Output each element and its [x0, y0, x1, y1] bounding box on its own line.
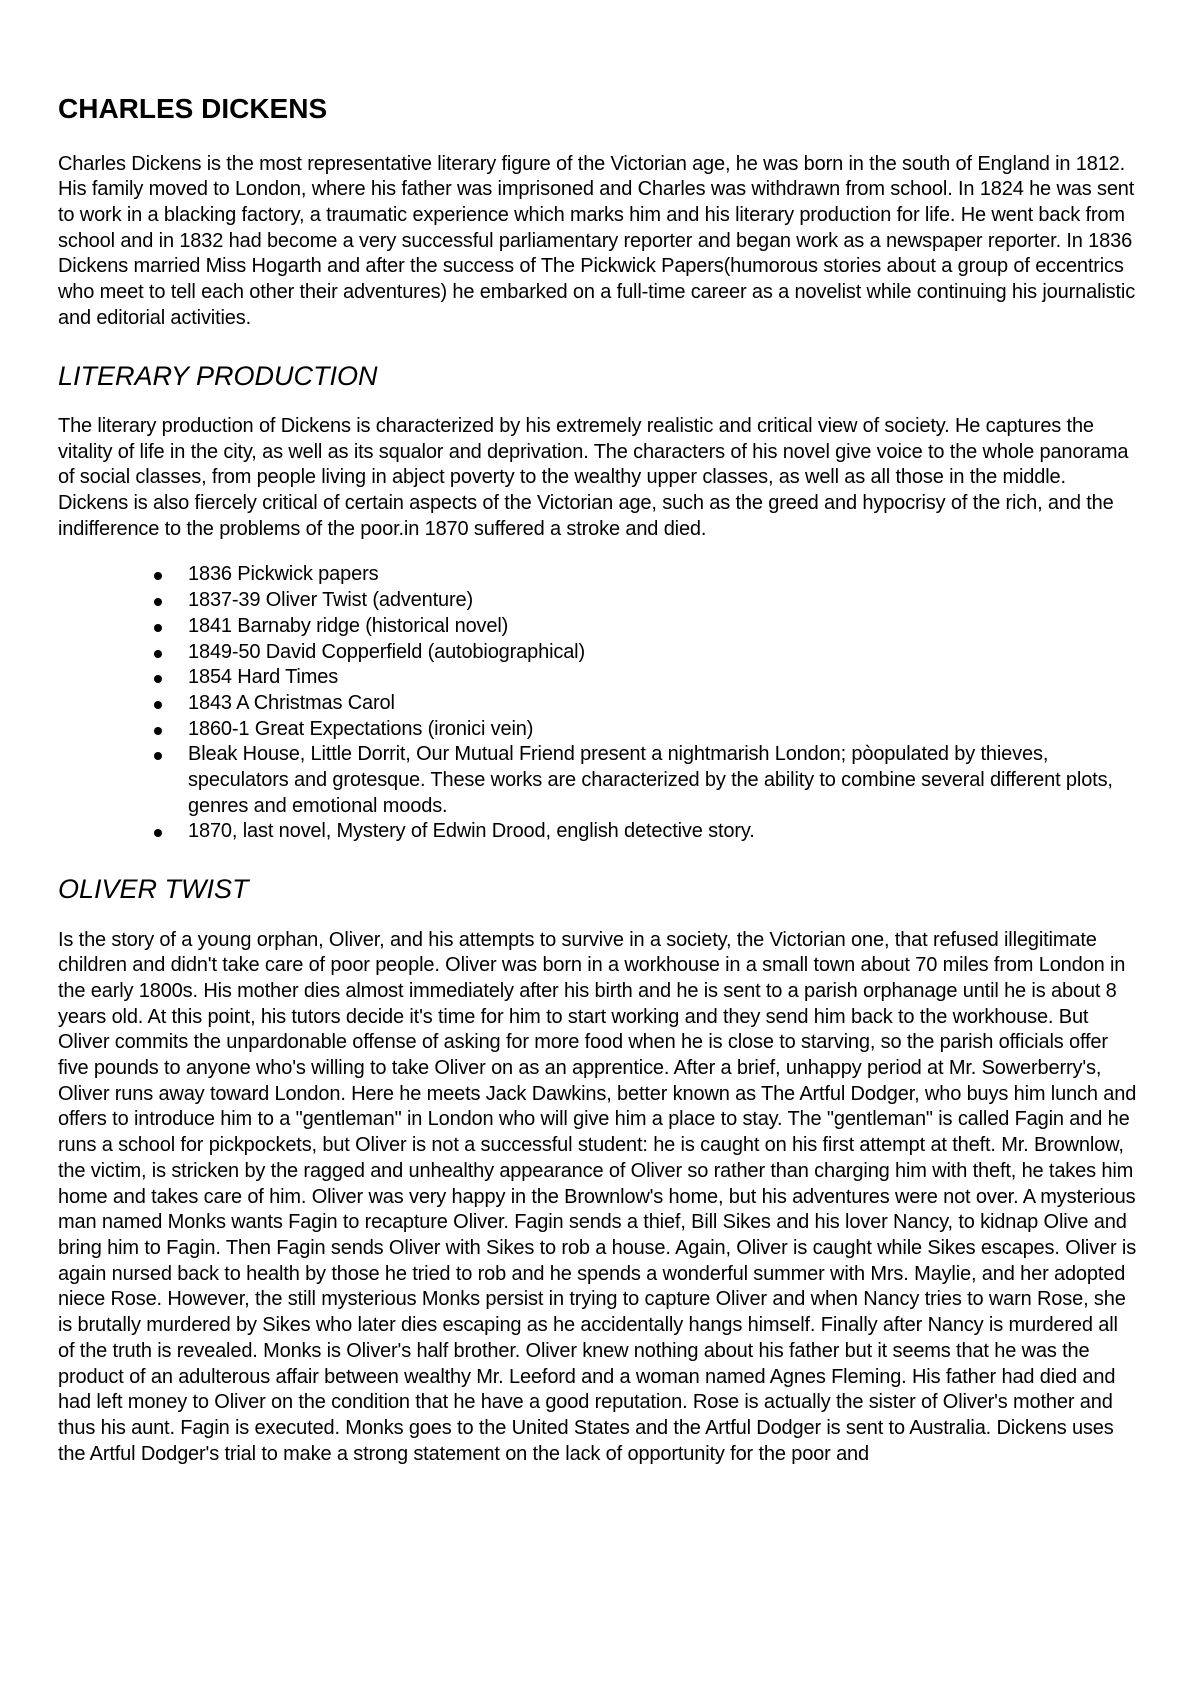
bullet-icon — [154, 624, 162, 632]
literary-production-paragraph: The literary production of Dickens is characterized by his extremely realistic and critical view of society. He captures the vitality of life in the city, as well as its squalor and deprivation. The characters of his novel give voice to the whole panorama of social classes, from people living in abject poverty to the wealthy upper classes, as well as all those in the middle. Dickens is also fiercely critical of certain aspects of the Victorian age, such as the greed and hypocrisy of the rich, and the indifference to the problems of the poor.in 1870 suffered a stroke and died. — [58, 414, 1129, 540]
bullet-icon — [154, 829, 162, 837]
document-page — [58, 92, 1138, 1467]
document-title: CHARLES DICKENS — [58, 93, 328, 124]
bullet-icon — [154, 701, 162, 709]
list-item — [188, 614, 1138, 640]
list-item — [188, 665, 1138, 691]
list-item — [188, 588, 1138, 614]
works-list — [58, 562, 1138, 845]
bullet-icon — [154, 752, 162, 760]
bullet-icon — [154, 727, 162, 735]
list-item-text: 1849-50 David Copperfield (autobiographical) — [188, 640, 585, 663]
intro-paragraph: Charles Dickens is the most representative literary figure of the Victorian age, he was born in the south of England in 1812. His family moved to London, where his father was imprisoned and Charles was withdrawn from school. In 1824 he was sent to work in a blacking factory, a traumatic experience which marks him and his literary production for life. He went back from school and in 1832 had become a very successful parliamentary reporter and began work as a newspaper reporter. In 1836 Dickens married Miss Hogarth and after the success of The Pickwick Papers(humorous stories about a group of eccentrics who meet to tell each other their adventures) he embarked on a full-time career as a novelist while continuing his journalistic and editorial activities. — [58, 152, 1136, 329]
bullet-icon — [154, 675, 162, 683]
bullet-icon — [154, 598, 162, 606]
list-item-text: 1870, last novel, Mystery of Edwin Drood, english detective story. — [188, 820, 755, 843]
list-item — [188, 691, 1138, 717]
list-item — [188, 640, 1138, 666]
list-item — [188, 717, 1138, 743]
list-item — [188, 742, 1138, 819]
oliver-twist-heading: OLIVER TWIST — [58, 874, 249, 905]
list-item-text: 1854 Hard Times — [188, 666, 339, 689]
literary-production-heading: LITERARY PRODUCTION — [58, 360, 378, 391]
list-item-text: 1860-1 Great Expectations (ironici vein) — [188, 717, 534, 740]
list-item-text: 1843 A Christmas Carol — [188, 691, 395, 714]
list-item-text: Bleak House, Little Dorrit, Our Mutual Friend present a nightmarish London; pòopulated by thieves, speculators and grotesque. These works are characterized by the ability to combine several different plots, genres and emotional moods. — [188, 743, 1113, 817]
bullet-icon — [154, 650, 162, 658]
list-item — [188, 562, 1138, 588]
list-item — [188, 819, 1138, 845]
list-item-text: 1836 Pickwick papers — [188, 563, 379, 586]
list-item-text: 1841 Barnaby ridge (historical novel) — [188, 614, 509, 637]
list-item-text: 1837-39 Oliver Twist (adventure) — [188, 589, 473, 612]
oliver-twist-paragraph: Is the story of a young orphan, Oliver, and his attempts to survive in a society, the Victorian one, that refused illegitimate children and didn't take care of poor people. Oliver was born in a workhouse in a small town about 70 miles from London in the early 1800s. His mother dies almost immediately after his birth and he is sent to a parish orphanage until he is about 8 years old. At this point, his tutors decide it's time for him to start working and they send him back to the workhouse. But Oliver commits the unpardonable offense of asking for more food when he is close to starving, so the parish officials offer five pounds to anyone who's willing to take Oliver on as an apprentice. After a brief, unhappy period at Mr. Sowerberry's, Oliver runs away toward London. Here he meets Jack Dawkins, better known as The Artful Dodger, who buys him lunch and offers to introduce him to a "gentleman" in London who will give him a place to stay. The "gentleman" is called Fagin and he runs a school for pickpockets, but Oliver is not a successful student: he is caught on his first attempt at theft. Mr. Brownlow, the victim, is stricken by the ragged and unhealthy appearance of Oliver so rather than charging him with theft, he takes him home and takes care of him. Oliver was very happy in the Brownlow's home, but his adventures were not over. A mysterious man named Monks wants Fagin to recapture Oliver. Fagin sends a thief, Bill Sikes and his lover Nancy, to kidnap Olive and bring him to Fagin. Then Fagin sends Oliver with Sikes to rob a house. Again, Oliver is caught while Sikes escapes. Oliver is again nursed back to health by those he tried to rob and he spends a wonderful summer with Mrs. Maylie, and her adopted niece Rose. However, the still mysterious Monks persist in trying to capture Oliver and when Nancy tries to warn Rose, she is brutally murdered by Sikes who later dies escaping as he accidentally hangs himself. Finally after Nancy is murdered all of the truth is revealed. Monks is Oliver's half brother. Oliver knew nothing about his father but it seems that he was the product of an adulterous affair between wealthy Mr. Leeford and a woman named Agnes Fleming. His father had died and had left money to Oliver on the condition that he have a good reputation. Rose is actually the sister of Oliver's mother and thus his aunt. Fagin is executed. Monks goes to the United States and the Artful Dodger is sent to Australia. Dickens uses the Artful Dodger's trial to make a strong statement on the lack of opportunity for the poor and — [58, 928, 1137, 1465]
bullet-icon — [154, 572, 162, 580]
